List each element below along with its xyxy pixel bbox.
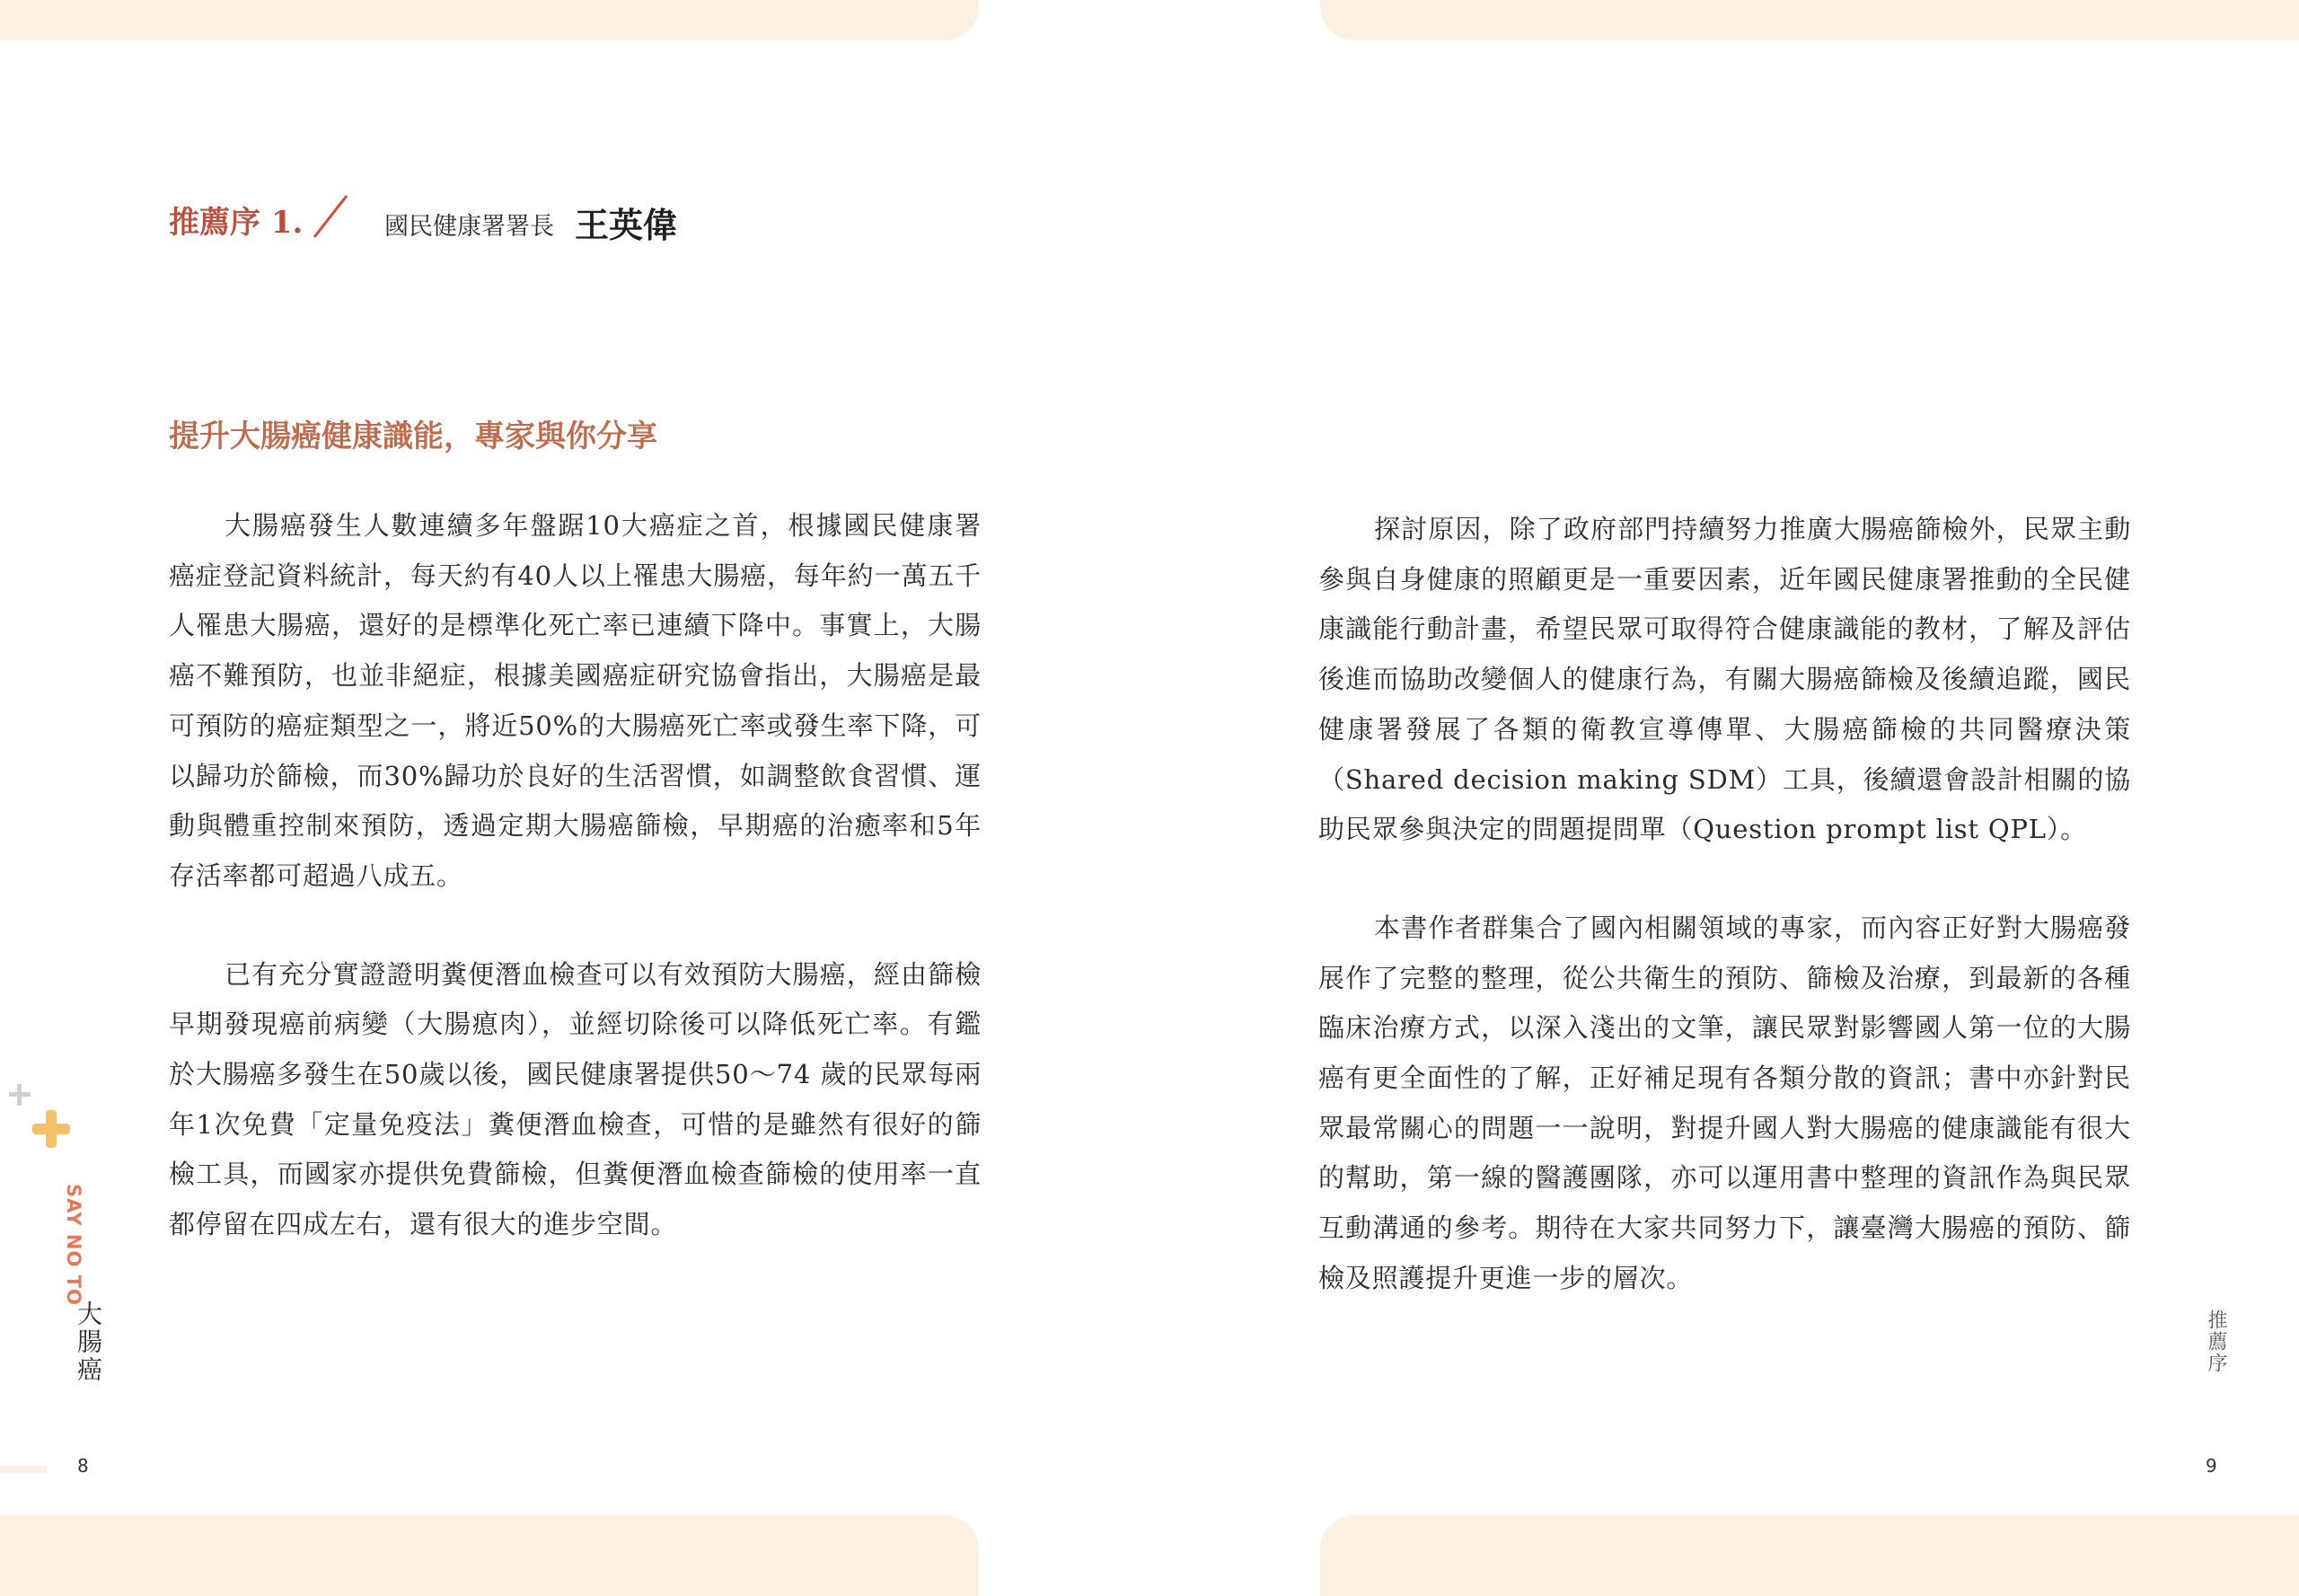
slash-divider-icon [304,190,357,244]
author-name: 王英偉 [575,205,678,245]
side-topic-label: 大腸癌 [74,1301,103,1384]
left-edge-tick [0,1466,47,1473]
bottom-left-tab [0,1515,979,1596]
paragraph: 大腸癌發生人數連續多年盤踞10大癌症之首，根據國民健康署癌症登記資料統計，每天約有40人以上罹患大腸癌，每年約一萬五千人罹患大腸癌，還好的是標準化死亡率已連續下降中。事實上，大腸癌不難預防，也並非絕症，根據美國癌症研究協會指出，大腸癌是最可預防的癌症類型之一，將近50%的大腸癌死亡率或發生率下降，可以歸功於篩檢，而30%歸功於良好的生活習慣，如調整飲食習慣、運動與體重控制來預防，透過定期大腸癌篩檢，早期癌的治癒率和5年存活率都可超過八成五。 [169,510,982,891]
paragraph: 探討原因，除了政府部門持續努力推廣大腸癌篩檢外，民眾主動參與自身健康的照顧更是一重要因素，近年國民健康署推動的全民健康識能行動計畫，希望民眾可取得符合健康識能的教材，了解及評估後進而協助改變個人的健康行為，有關大腸癌篩檢及後續追蹤，國民健康署發展了各類的衛教宣導傳單、大腸癌篩檢的共同醫療決策（Shared decision making SDM）工具，後續還會設計相關的協助民眾參與決定的問題提問單（Question prompt list QPL）。 [1318,514,2131,845]
page-number-right: 9 [2206,1455,2217,1477]
paragraph: 已有充分實證證明糞便潛血檢查可以有效預防大腸癌，經由篩檢早期發現癌前病變（大腸瘜肉），並經切除後可以降低死亡率。有鑑於大腸癌多發生在50歲以後，國民健康署提供50～74 歲的民眾每兩年1次免費「定量免疫法」糞便潛血檢查，可惜的是雖然有很好的篩檢工具，而國家亦提供免費篩檢，但糞便潛血檢查篩檢的使用率一直都停留在四成左右，還有很大的進步空間。 [169,958,982,1240]
left-column [169,501,982,1299]
paragraph: 本書作者群集合了國內相關領域的專家，而內容正好對大腸癌發展作了完整的整理，從公共衛生的預防、篩檢及治療，到最新的各種臨床治療方式，以深入淺出的文筆，讓民眾對影響國人第一位的大腸癌有更全面性的了解，正好補足現有各類分散的資訊；書中亦針對民眾最常關心的問題一一說明，對提升國人對大腸癌的健康識能有很大的幫助，第一線的醫護團隊，亦可以運用書中整理的資訊作為與民眾互動溝通的參考。期待在大家共同努力下，讓臺灣大腸癌的預防、篩檢及照護提升更進一步的層次。 [1318,912,2131,1293]
bottom-right-tab [1320,1515,2299,1596]
preface-label: 推薦序 1. [169,205,304,241]
page-number-left: 8 [77,1455,89,1477]
top-right-tab [1320,0,2299,40]
right-column [1318,505,2131,1353]
plus-orange-icon [29,1107,74,1151]
top-left-tab [0,0,979,40]
plus-icon [6,1081,33,1108]
author-role: 國民健康署署長 [384,213,554,241]
side-section-label: 推薦序 [2205,1309,2227,1374]
section-title: 提升大腸癌健康識能，專家與你分享 [169,419,657,454]
